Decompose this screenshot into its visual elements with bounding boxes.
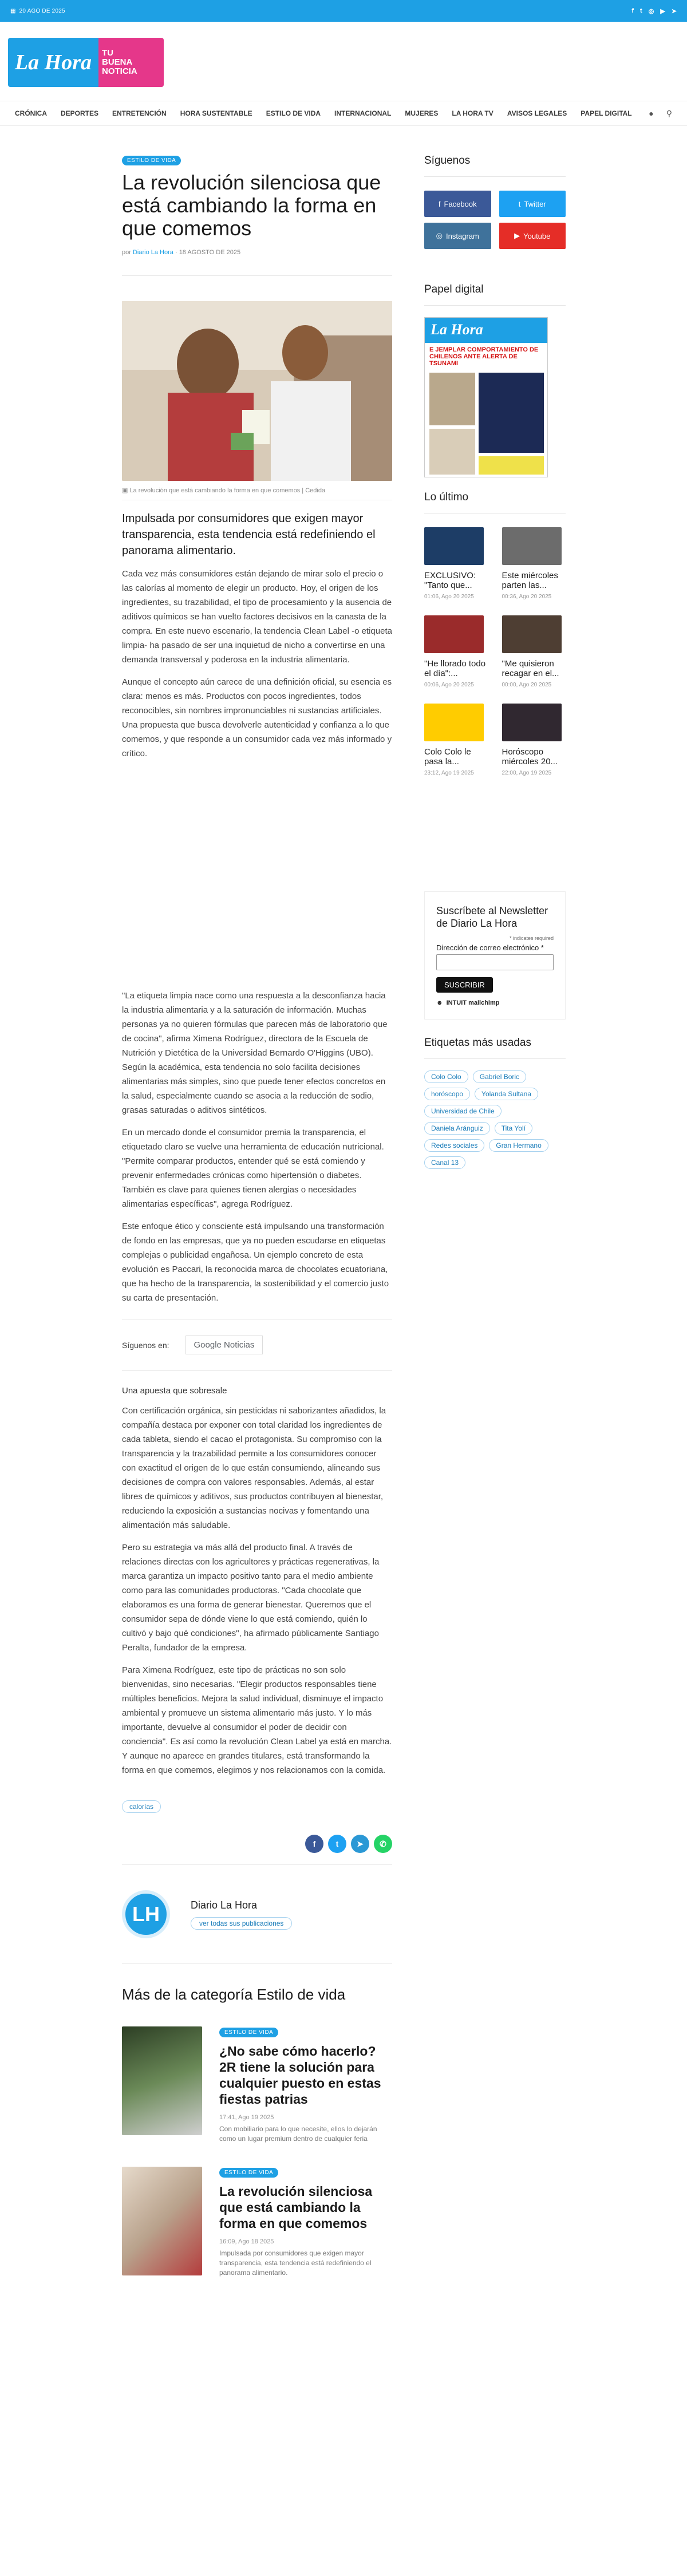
latest-news-title[interactable]: EXCLUSIVO: "Tanto que... — [424, 571, 476, 590]
nav-item[interactable]: LA HORA TV — [452, 109, 493, 117]
tag-pill[interactable]: Yolanda Sultana — [475, 1088, 538, 1100]
related-thumbnail[interactable] — [122, 2167, 202, 2275]
twitter-label: Twitter — [524, 199, 546, 208]
facebook-button[interactable] — [424, 191, 491, 217]
author-box-name[interactable]: Diario La Hora — [191, 1899, 258, 1911]
notification-bell-icon[interactable]: ● — [649, 109, 654, 118]
mailchimp-icon: ☻ — [436, 999, 443, 1006]
article-tag[interactable]: calorías — [122, 1800, 161, 1813]
tag-pill[interactable]: Redes sociales — [424, 1139, 484, 1152]
share-twitter-icon[interactable]: t — [328, 1835, 346, 1853]
tag-pill[interactable]: horóscopo — [424, 1088, 470, 1100]
instagram-label: Instagram — [446, 231, 479, 240]
logo-tagline-2: BUENA — [102, 57, 133, 67]
latest-news-item[interactable] — [424, 615, 488, 689]
tag-pill[interactable]: Tita Yolí — [495, 1122, 532, 1135]
latest-news-thumbnail[interactable] — [502, 527, 562, 565]
newsletter-box — [424, 891, 566, 1020]
logo-tagline — [98, 49, 137, 76]
related-excerpt: Con mobiliario para lo que necesite, ellos lo dejarán como un lugar premium dentro de cualquier feria — [219, 2125, 377, 2143]
nav-item[interactable]: AVISOS LEGALES — [507, 109, 567, 117]
latest-news-date: 00:36, Ago 20 2025 — [502, 594, 552, 600]
newsletter-title: Suscríbete al Newsletter de Diario La Hora — [436, 905, 548, 929]
google-news-button[interactable]: Google Noticias — [185, 1336, 263, 1354]
tag-cloud — [424, 1070, 566, 1169]
body-paragraph: Cada vez más consumidores están dejando de mirar solo el precio o las calorías al momento de elegir un producto. Hoy, el origen de los ingredientes, su trazabilidad, el tipo de procesamiento y la ausencia de aditivos químicos se han vuelto factores decisivos en la canasta de la compra. En este nuevo escenario, la tendencia Clean Label -o etiqueta limpia- ha pasado de ser una inquietud de nicho a convertirse en una demanda transversal y poderosa en la industria alimentaria. — [122, 569, 392, 665]
calendar-icon: ▦ — [10, 7, 16, 14]
latest-news-grid — [424, 527, 566, 777]
mailchimp-badge[interactable] — [436, 999, 554, 1006]
author-box — [122, 1865, 392, 1963]
body-block-3 — [122, 1404, 392, 1777]
author-link[interactable]: Diario La Hora — [132, 249, 173, 256]
latest-news-item[interactable] — [502, 704, 566, 777]
latest-news-title[interactable]: Colo Colo le pasa la... — [424, 747, 471, 767]
body-paragraph: "La etiqueta limpia nace como una respuesta a la desconfianza hacia la industria alimentaria y a la saturación de información. Muchas personas ya no quieren fórmulas que parecen más de laboratorio que de cocina", afirma Ximena Rodríguez, directora de la Escuela de Nutrición y Dietética de la Universidad Bernardo O'Higgins (UBO). Según la académica, esta tendencia no solo facilita decisiones alimentarias más simples, sino que puede tener efectos concretos en la salud, especialmente cuando se asocia a la reducción de sodio, grasas saturadas o aditivos sintéticos. — [122, 991, 388, 1115]
caption-text: La revolución que está cambiando la forma en que comemos | Cedida — [129, 487, 326, 494]
nav-item[interactable]: CRÓNICA — [15, 109, 47, 117]
latest-news-thumbnail[interactable] — [424, 615, 484, 653]
youtube-button[interactable] — [499, 223, 566, 249]
logo-tagline-3: NOTICIA — [102, 66, 137, 76]
body-paragraph: Con certificación orgánica, sin pesticidas ni saborizantes añadidos, la compañía destaca por exponer con total claridad los ingredientes de cada tableta, siendo el cacao el protagonista. Su compromiso con la transparencia y la trazabilidad permite a los consumidores conocer con exactitud el origen de lo que están consumiendo, alineando sus decisiones de compra con valores responsables. Además, al estar libres de químicos y aditivos, sus productos contribuyen al bienestar, reduciendo la exposición a sustancias nocivas y fomentando una alimentación más saludable. — [122, 1406, 386, 1530]
instagram-icon: ◎ — [436, 231, 443, 240]
related-excerpt: Impulsada por consumidores que exigen mayor transparencia, esta tendencia está redefiniendo el panorama alimentario. — [219, 2249, 372, 2277]
facebook-icon[interactable]: f — [631, 7, 634, 14]
body-paragraph: En un mercado donde el consumidor premia la transparencia, el etiquetado claro se vuelve una herramienta de educación nutricional. "Permite comparar productos, entender qué se está comiendo y prevenir enfermedades crónicas como hipertensión o diabetes. También es clave para quienes tienen alergias o necesidades alimentarias específicas", agrega Rodríguez. — [122, 1128, 384, 1209]
follow-google-news — [122, 1319, 392, 1370]
subscribe-button[interactable]: SUSCRIBIR — [436, 977, 493, 993]
latest-news-title[interactable]: Horóscopo miércoles 20... — [502, 747, 558, 767]
papel-digital-cover[interactable] — [424, 317, 548, 477]
nav-item[interactable]: INTERNACIONAL — [334, 109, 392, 117]
image-caption — [122, 487, 392, 494]
twitter-icon[interactable]: t — [640, 7, 642, 14]
share-buttons — [122, 1835, 392, 1853]
nav-item[interactable]: ENTRETENCIÓN — [112, 109, 167, 117]
latest-news-item[interactable] — [424, 704, 488, 777]
papel-title: Papel digital — [424, 283, 566, 306]
latest-news-title[interactable]: "He llorado todo el día":... — [424, 659, 486, 678]
email-label: Dirección de correo electrónico * — [436, 943, 544, 952]
divider — [122, 275, 392, 276]
related-card[interactable] — [122, 2167, 392, 2278]
body-paragraph: Aunque el concepto aún carece de una definición oficial, su esencia es clara: menos es más. Productos con pocos ingredientes, todos reconocibles, sin nombres impronunciables ni sustancias artificiales. Una propuesta que busca devolverle autenticidad y confianza a lo que comemos, y que responde a un consumidor cada vez más informado y crítico. — [122, 677, 392, 758]
youtube-icon[interactable]: ▶ — [660, 7, 665, 15]
top-bar — [0, 0, 687, 22]
related-badge[interactable]: ESTILO DE VIDA — [219, 2028, 278, 2037]
body-block-2 — [122, 989, 392, 1305]
category-badge[interactable]: ESTILO DE VIDA — [122, 156, 181, 165]
tag-pill[interactable]: Colo Colo — [424, 1070, 468, 1083]
papel-photos — [425, 370, 548, 477]
tag-pill[interactable]: Gran Hermano — [489, 1139, 548, 1152]
latest-news-thumbnail[interactable] — [502, 615, 562, 653]
latest-news-date: 23:12, Ago 19 2025 — [424, 770, 474, 776]
site-header — [0, 22, 687, 101]
ultimo-title: Lo último — [424, 491, 566, 513]
email-field[interactable] — [436, 954, 554, 970]
logo-name: La Hora — [14, 50, 92, 74]
article-subheading: Una apuesta que sobresale — [122, 1386, 227, 1396]
tag-pill[interactable]: Daniela Aránguiz — [424, 1122, 490, 1135]
body-paragraph: Pero su estrategia va más allá del producto final. A través de relaciones directas con los agricultores y prácticas regenerativas, la marca garantiza un impacto positivo tanto para el medio ambiente como para las comunidades productoras. "Cada chocolate que elaboramos es una forma de generar bienestar. Queremos que el consumidor sepa de dónde viene lo que está comiendo, quién lo cultivó y bajo qué condiciones", ha afirmado públicamente Santiago Peralta, fundador de la empresa. — [122, 1543, 380, 1653]
latest-news-date: 00:06, Ago 20 2025 — [424, 682, 474, 688]
latest-news-item[interactable] — [502, 615, 566, 689]
logo-tagline-1: TU — [102, 48, 113, 58]
latest-news-title[interactable]: "Me quisieron recagar en el... — [502, 659, 559, 678]
topbar-social — [631, 7, 677, 15]
telegram-icon[interactable]: ➤ — [671, 7, 677, 15]
body-block-1 — [122, 567, 392, 761]
twitter-icon: t — [518, 199, 521, 208]
article-meta — [122, 249, 392, 256]
instagram-button[interactable] — [424, 223, 491, 249]
latest-news-thumbnail[interactable] — [424, 527, 484, 565]
main-nav — [0, 101, 687, 126]
article — [122, 155, 392, 2278]
latest-news-date: 00:00, Ago 20 2025 — [502, 682, 552, 688]
by-label: por — [122, 249, 131, 256]
youtube-icon: ▶ — [514, 231, 520, 240]
related-thumbnail[interactable] — [122, 2026, 202, 2135]
related-date: 17:41, Ago 19 2025 — [219, 2114, 274, 2121]
hero-image — [122, 301, 392, 481]
author-posts-link[interactable]: ver todas sus publicaciones — [191, 1917, 292, 1930]
article-title: La revolución silenciosa que está cambiando la forma en que comemos — [122, 171, 381, 240]
share-telegram-icon[interactable]: ➤ — [351, 1835, 369, 1853]
search-icon[interactable]: ⚲ — [666, 108, 672, 118]
body-paragraph: Este enfoque ético y consciente está impulsando una transformación de fondo en las empresas, que ya no pueden escudarse en etiquetas complejas o publicidad engañosa. Un ejemplo concreto de esta evolución es Paccari, la reconocida marca de chocolates ecuatoriana, que ha hecho de la transparencia, la sostenibilidad y el comercio justo su carta de presentación. — [122, 1222, 389, 1303]
latest-news-thumbnail[interactable] — [424, 704, 484, 741]
ad-space — [122, 761, 392, 981]
required-note: * indicates required — [509, 935, 554, 941]
sidebar — [424, 155, 566, 1169]
youtube-label: Youtube — [523, 231, 551, 240]
nav-tools — [649, 109, 672, 118]
nav-item[interactable]: PAPEL DIGITAL — [581, 109, 632, 117]
follow-title: Síguenos — [424, 155, 566, 177]
nav-item[interactable]: DEPORTES — [61, 109, 99, 117]
related-card[interactable] — [122, 2026, 392, 2144]
related-date: 16:09, Ago 18 2025 — [219, 2238, 274, 2245]
nav-item[interactable]: ESTILO DE VIDA — [266, 109, 321, 117]
camera-icon: ▣ — [122, 487, 128, 494]
article-lead: Impulsada por consumidores que exigen mayor transparencia, esta tendencia está redefiniendo el panorama alimentario. — [122, 512, 376, 557]
nav-list — [15, 109, 632, 117]
papel-headline: E JEMPLAR COMPORTAMIENTO DE CHILENOS ANTE ALERTA DE TSUNAMI — [429, 346, 539, 367]
divider — [122, 1370, 392, 1371]
latest-news-item[interactable] — [502, 527, 566, 600]
article-date: 18 AGOSTO DE 2025 — [179, 249, 241, 256]
tag-pill[interactable]: Gabriel Boric — [473, 1070, 526, 1083]
instagram-icon[interactable]: ◎ — [648, 7, 654, 15]
related-section-title: Más de la categoría Estilo de vida — [122, 1986, 346, 2003]
site-logo[interactable] — [8, 38, 164, 87]
follow-label: Síguenos en: — [122, 1340, 169, 1350]
latest-news-title[interactable]: Este miércoles parten las... — [502, 571, 558, 590]
facebook-icon: f — [438, 199, 441, 208]
latest-news-date: 01:06, Ago 20 2025 — [424, 594, 474, 600]
tag-pill[interactable]: Universidad de Chile — [424, 1105, 502, 1117]
date-text: 20 AGO DE 2025 — [19, 7, 65, 14]
share-whatsapp-icon[interactable]: ✆ — [374, 1835, 392, 1853]
latest-news-date: 22:00, Ago 19 2025 — [502, 770, 552, 776]
mailchimp-label: INTUIT mailchimp — [446, 999, 500, 1006]
share-facebook-icon[interactable]: f — [305, 1835, 323, 1853]
related-badge[interactable]: ESTILO DE VIDA — [219, 2168, 278, 2178]
papel-masthead: La Hora — [425, 318, 547, 343]
divider — [122, 1963, 392, 1964]
related-title[interactable]: ¿No sabe cómo hacerlo? 2R tiene la solución para cualquier puesto en estas fiestas patrias — [219, 2044, 381, 2107]
nav-item[interactable]: MUJERES — [405, 109, 439, 117]
meta-separator: · — [175, 249, 179, 256]
author-avatar[interactable]: LH — [122, 1890, 170, 1938]
latest-news-thumbnail[interactable] — [502, 704, 562, 741]
nav-item[interactable]: HORA SUSTENTABLE — [180, 109, 252, 117]
latest-news-item[interactable] — [424, 527, 488, 600]
twitter-button[interactable] — [499, 191, 566, 217]
body-paragraph: Para Ximena Rodríguez, este tipo de prácticas no son solo bienvenidas, sino necesarias. "Elegir productos responsables tiene múltiples beneficios. Mejora la salud individual, disminuye el impacto ambiental y promueve un sistema alimentario más justo. Y lo más importante, devuelve al consumidor el poder de decidir con conciencia". Es así como la revolución Clean Label ya está en marcha. Y aunque no aparece en grandes titulares, está transformando la forma en que comemos, elegimos y nos relacionamos con la comida. — [122, 1665, 392, 1775]
facebook-label: Facebook — [444, 199, 477, 208]
tag-list — [122, 1800, 392, 1813]
related-title[interactable]: La revolución silenciosa que está cambiando la forma en que comemos — [219, 2184, 373, 2231]
current-date — [10, 8, 65, 14]
tags-title: Etiquetas más usadas — [424, 1037, 566, 1059]
social-grid — [424, 191, 566, 249]
tag-pill[interactable]: Canal 13 — [424, 1156, 465, 1169]
